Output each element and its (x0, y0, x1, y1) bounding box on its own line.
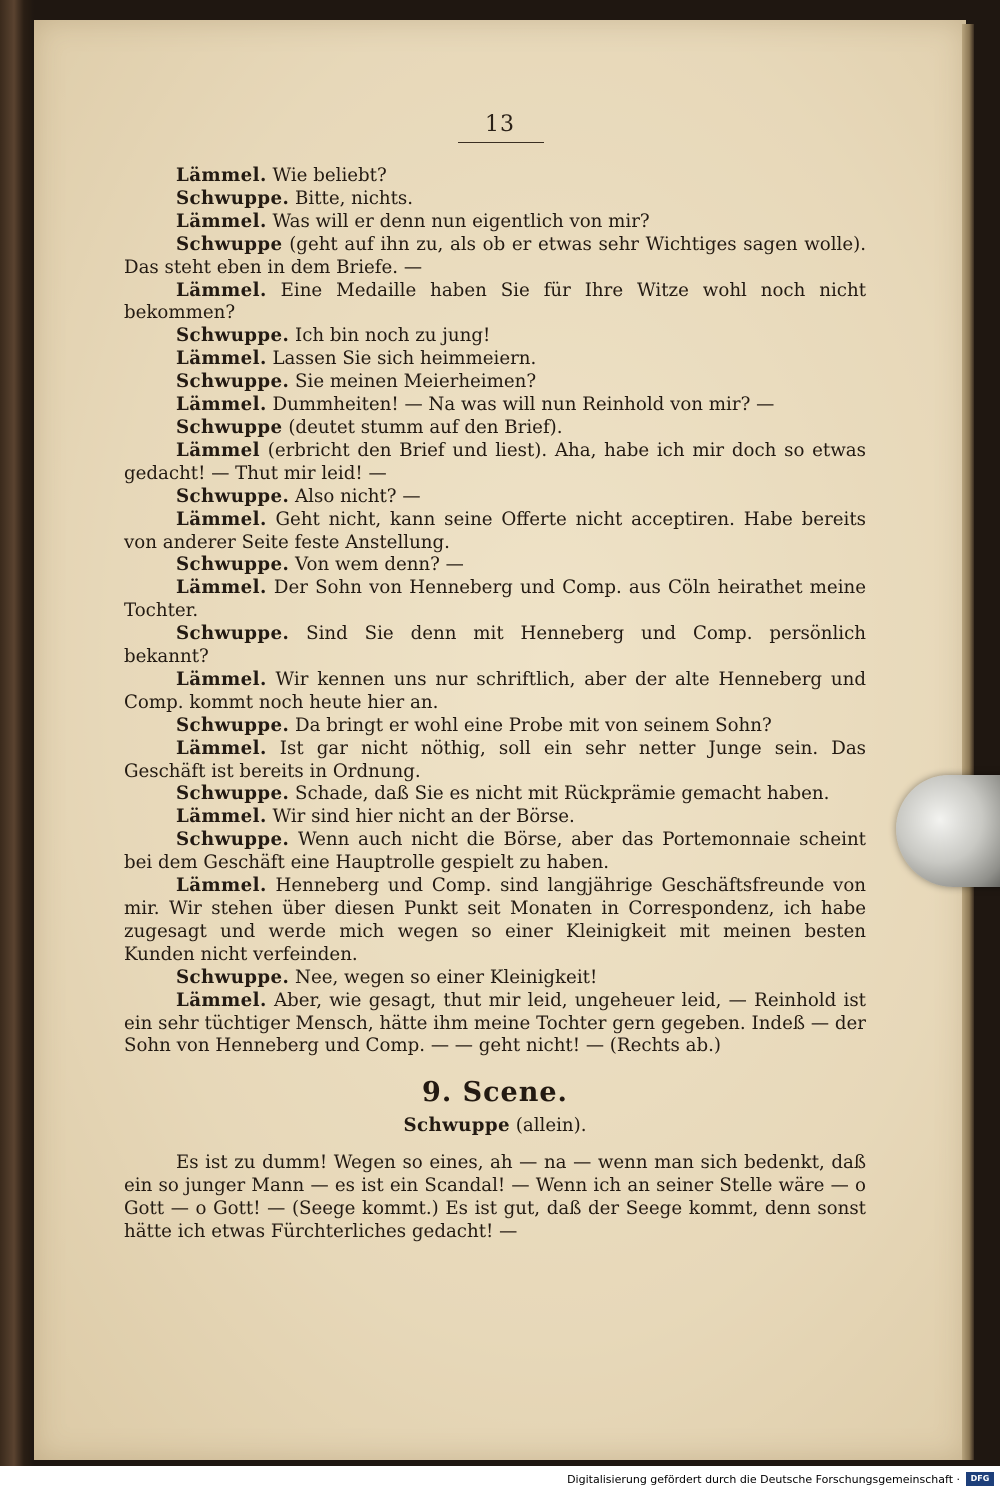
speaker-name: Schwuppe. (176, 371, 290, 393)
dialogue-line (124, 509, 866, 555)
speaker-name: Schwuppe. (176, 554, 290, 576)
dialogue-line (124, 990, 866, 1059)
page-number-rule (458, 142, 544, 143)
line-text: (deutet stumm auf den Brief). (288, 416, 563, 438)
dialogue-line (124, 806, 866, 829)
line-text: Wenn auch nicht die Börse, aber das Portemonnaie scheint bei dem Geschäft eine Hauptrolle gespielt zu haben. (124, 829, 866, 874)
dialogue-line (124, 715, 866, 738)
page-number: 13 (485, 112, 515, 137)
dialogue-line (124, 165, 866, 188)
footer-credit: Digitalisierung gefördert durch die Deutsche Forschungsgemeinschaft · (567, 1473, 960, 1486)
speaker-name: Schwuppe. (176, 187, 290, 209)
dialogue-line (124, 967, 866, 990)
dialogue-line (124, 875, 866, 967)
speaker-name: Schwuppe. (176, 714, 290, 736)
line-text: Aber, wie gesagt, thut mir leid, ungeheuer leid, — Reinhold ist ein sehr tüchtiger Mensch, hätte ihm meine Tochter gern gegeben. Indeß — der Sohn von Henneberg und Comp. — — geht nicht! — (Rechts ab.) (124, 989, 866, 1057)
speaker-name: Lämmel. (176, 875, 267, 897)
speaker-name: Schwuppe. (176, 783, 290, 805)
scene-heading: 9. Scene. (422, 1077, 568, 1109)
dialogue-line (124, 486, 866, 509)
scene-persons-speaker: Schwuppe (403, 1115, 510, 1137)
dialogue-line (124, 348, 866, 371)
dialogue-line (124, 188, 866, 211)
speaker-name: Lämmel (176, 439, 260, 461)
dialogue-line (124, 417, 866, 440)
line-text: Eine Medaille haben Sie für Ihre Witze wohl noch nicht bekommen? (124, 279, 866, 324)
page-text (124, 165, 866, 1244)
line-text: Wie beliebt? (272, 165, 387, 186)
footer (0, 1466, 1000, 1492)
line-text: Da bringt er wohl eine Probe mit von seinem Sohn? (295, 714, 772, 736)
page-edge (962, 24, 974, 1460)
speaker-name: Schwuppe (176, 233, 283, 255)
speaker-name: Lämmel. (176, 577, 267, 599)
line-text: Also nicht? — (295, 485, 421, 507)
dialogue-line (124, 234, 866, 280)
line-text: (erbricht den Brief und liest). Aha, habe ich mir doch so etwas gedacht! — Thut mir leid! — (124, 439, 866, 484)
speaker-name: Lämmel. (176, 737, 267, 759)
scene-text: Es ist zu dumm! Wegen so eines, ah — na — wenn man sich bedenkt, daß ein so junger Mann — es ist ein Scandal! — Wenn ich an seiner Stelle wäre — o Gott — o Gott! — (Seege kommt.) Es ist gut, daß der Seege kommt, denn sonst hätte ich etwas Fürchterliches gedacht! — (124, 1152, 866, 1242)
dialogue-line (124, 325, 866, 348)
line-text: Nee, wegen so einer Kleinigkeit! (295, 966, 598, 988)
line-text: Lassen Sie sich heimmeiern. (272, 348, 537, 370)
scene-persons (124, 1115, 866, 1138)
scene-persons-note: (allein). (515, 1115, 587, 1137)
dialogue-line (124, 211, 866, 234)
speaker-name: Lämmel. (176, 279, 267, 301)
dfg-logo-icon: DFG (966, 1472, 994, 1486)
line-text: Henneberg und Comp. sind langjährige Geschäftsfreunde von mir. Wir stehen über diesen Punkt seit Monaten in Correspondenz, ich habe zugesagt und werde mich wegen so einer Kleinigkeit mit meinen besten Kunden nicht verfeinden. (124, 875, 866, 965)
dialogue-line (124, 394, 866, 417)
line-text: Von wem denn? — (295, 554, 464, 576)
dialogue-line (124, 669, 866, 715)
dialogue-line (124, 829, 866, 875)
line-text: Sind Sie denn mit Henneberg und Comp. persönlich bekannt? (124, 623, 866, 668)
speaker-name: Schwuppe. (176, 829, 290, 851)
speaker-name: Lämmel. (176, 394, 267, 416)
line-text: (geht auf ihn zu, als ob er etwas sehr Wichtiges sagen wolle). Das steht eben in dem Briefe. — (124, 233, 866, 278)
line-text: Schade, daß Sie es nicht mit Rückprämie gemacht haben. (295, 783, 830, 805)
dialogue-line (124, 623, 866, 669)
dialogue (124, 165, 866, 1058)
dialogue-line (124, 440, 866, 486)
dialogue-line (124, 577, 866, 623)
speaker-name: Lämmel. (176, 348, 267, 370)
line-text: Wir kennen uns nur schriftlich, aber der alte Henneberg und Comp. kommt noch heute hier an. (124, 668, 866, 713)
line-text: Was will er denn nun eigentlich von mir? (272, 210, 650, 232)
dialogue-line (124, 280, 866, 326)
line-text: Ist gar nicht nöthig, soll ein sehr netter Junge sein. Das Geschäft ist bereits in Ordnung. (124, 737, 866, 782)
speaker-name: Schwuppe (176, 416, 283, 438)
line-text: Bitte, nichts. (295, 187, 414, 209)
speaker-name: Schwuppe. (176, 485, 290, 507)
line-text: Wir sind hier nicht an der Börse. (272, 806, 575, 828)
line-text: Dummheiten! — Na was will nun Reinhold von mir? — (272, 394, 775, 416)
speaker-name: Schwuppe. (176, 966, 290, 988)
speaker-name: Lämmel. (176, 668, 267, 690)
line-text: Ich bin noch zu jung! (295, 325, 491, 347)
speaker-name: Schwuppe. (176, 325, 290, 347)
line-text: Der Sohn von Henneberg und Comp. aus Cöln heirathet meine Tochter. (124, 577, 866, 622)
line-text: Geht nicht, kann seine Offerte nicht acceptiren. Habe bereits von anderer Seite feste Anstellung. (124, 508, 866, 553)
dialogue-line (124, 783, 866, 806)
speaker-name: Lämmel. (176, 210, 267, 232)
speaker-name: Schwuppe. (176, 623, 290, 645)
speaker-name: Lämmel. (176, 989, 267, 1011)
line-text: Sie meinen Meierheimen? (295, 371, 537, 393)
dialogue-line (124, 738, 866, 784)
speaker-name: Lämmel. (176, 806, 267, 828)
dialogue-line (124, 554, 866, 577)
speaker-name: Lämmel. (176, 165, 267, 186)
dialogue-line (124, 371, 866, 394)
speaker-name: Lämmel. (176, 508, 267, 530)
